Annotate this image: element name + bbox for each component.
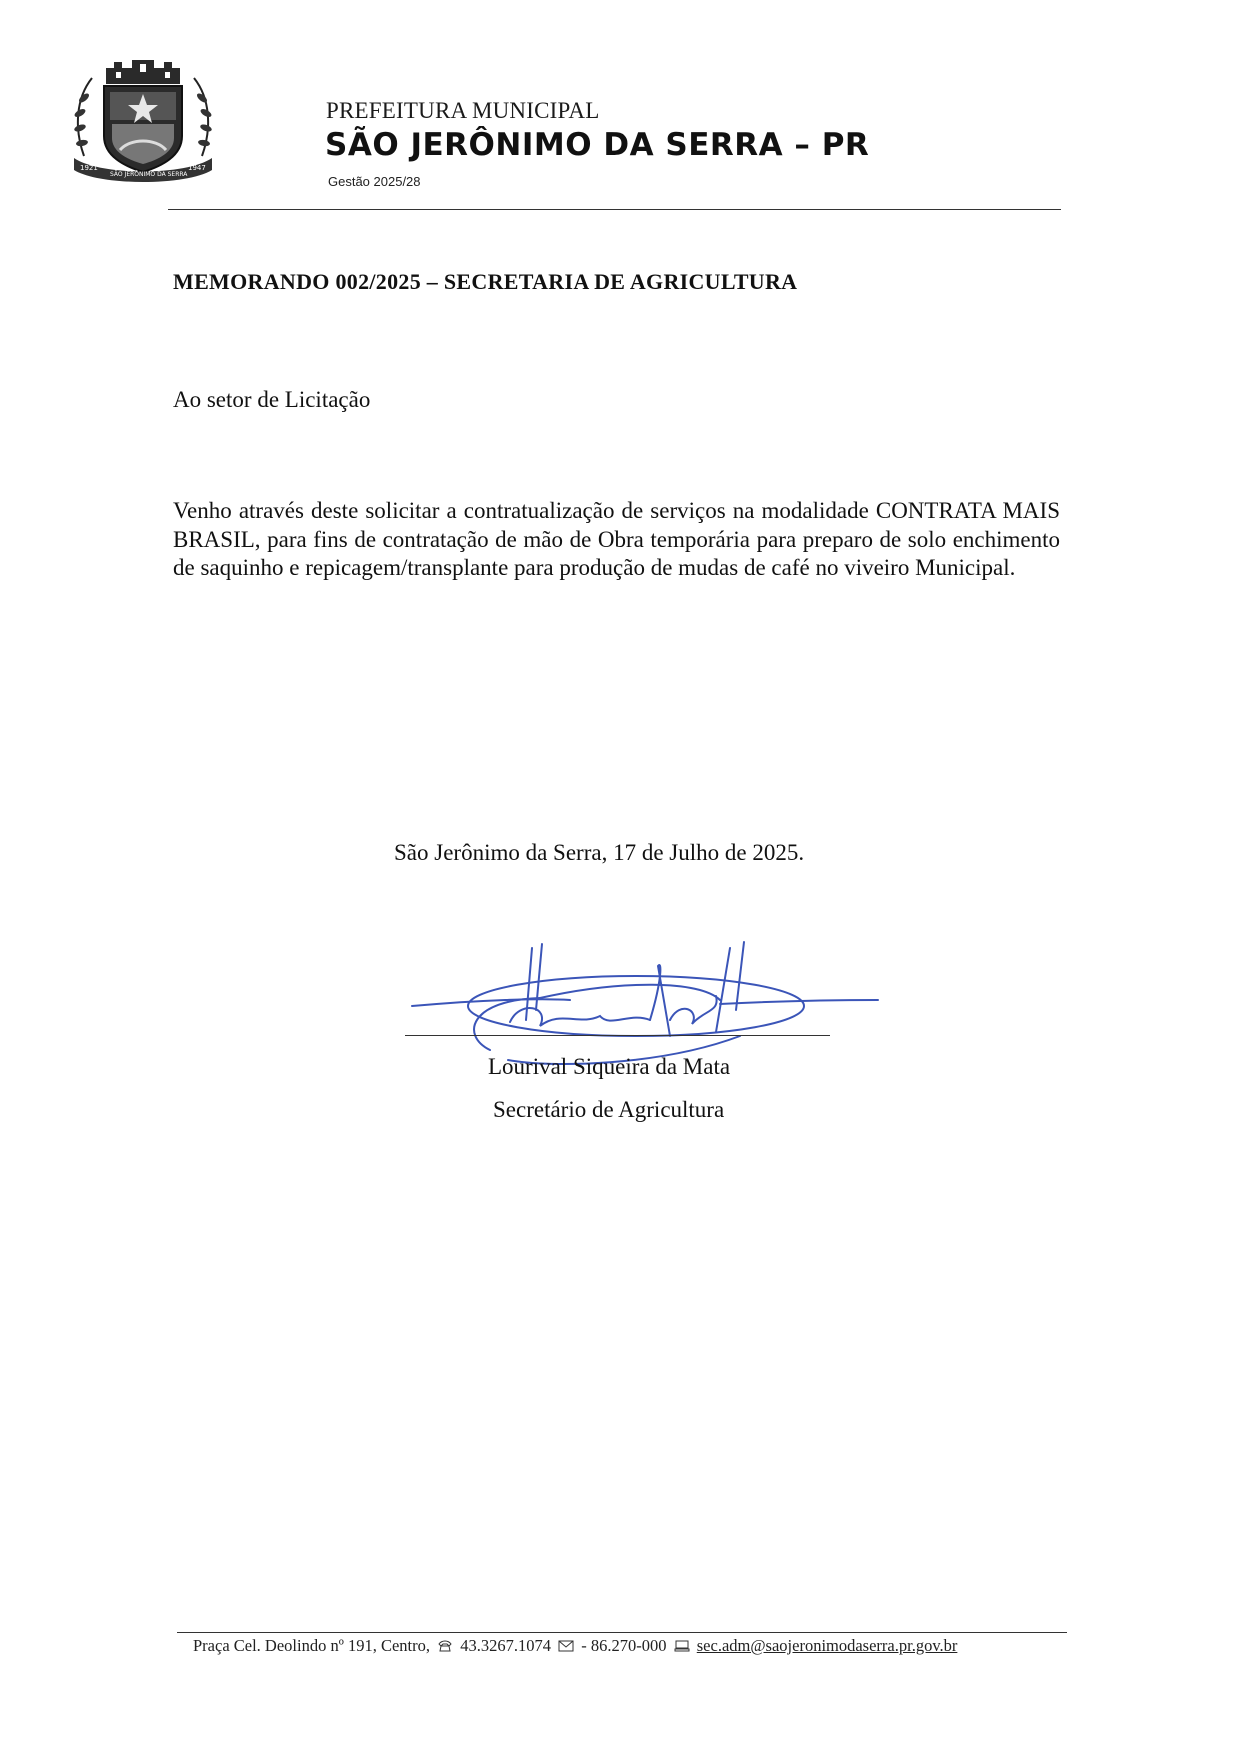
memo-date-line: São Jerônimo da Serra, 17 de Julho de 2025.: [394, 840, 805, 865]
header-divider: [168, 209, 1061, 210]
handwritten-signature: [400, 940, 880, 1070]
memo-body: Venho através deste solicitar a contratualização de serviços na modalidade CONTRATA MAIS BRASIL, para fins de contratação de mão de Obra temporária para preparo de solo enchimento de saquinho e repicagem/transplante para produção de mudas de café no viveiro Municipal.: [173, 498, 1060, 580]
footer-divider: [177, 1632, 1067, 1633]
header-city-title: SÃO JERÔNIMO DA SERRA – PR: [325, 127, 870, 163]
phone-icon: [437, 1640, 453, 1652]
footer-address: Praça Cel. Deolindo nº 191, Centro,: [193, 1636, 430, 1655]
footer-contact: [193, 1636, 957, 1656]
footer-email-link[interactable]: sec.adm@saojeronimodaserra.pr.gov.br: [696, 1636, 958, 1655]
header-term: Gestão 2025/28: [328, 174, 421, 189]
header-municipal-title: PREFEITURA MUNICIPAL: [326, 98, 600, 123]
footer-phone: 43.3267.1074: [460, 1636, 551, 1655]
envelope-icon: [558, 1640, 574, 1652]
crest-ribbon-text: SÃO JERÔNIMO DA SERRA: [110, 171, 188, 178]
memo-title: MEMORANDO 002/2025 – SECRETARIA DE AGRICULTURA: [173, 269, 798, 294]
footer-cep: - 86.270-000: [581, 1636, 667, 1655]
computer-icon: [674, 1640, 690, 1652]
coat-of-arms-icon: [70, 58, 216, 186]
memo-salutation: Ao setor de Licitação: [173, 387, 371, 412]
signature-line: [405, 1035, 830, 1036]
signer-name: Lourival Siqueira da Mata: [488, 1054, 731, 1079]
crest-year-right: 1947: [188, 164, 206, 172]
signer-role: Secretário de Agricultura: [493, 1097, 725, 1122]
crest-year-left: 1921: [80, 164, 98, 172]
